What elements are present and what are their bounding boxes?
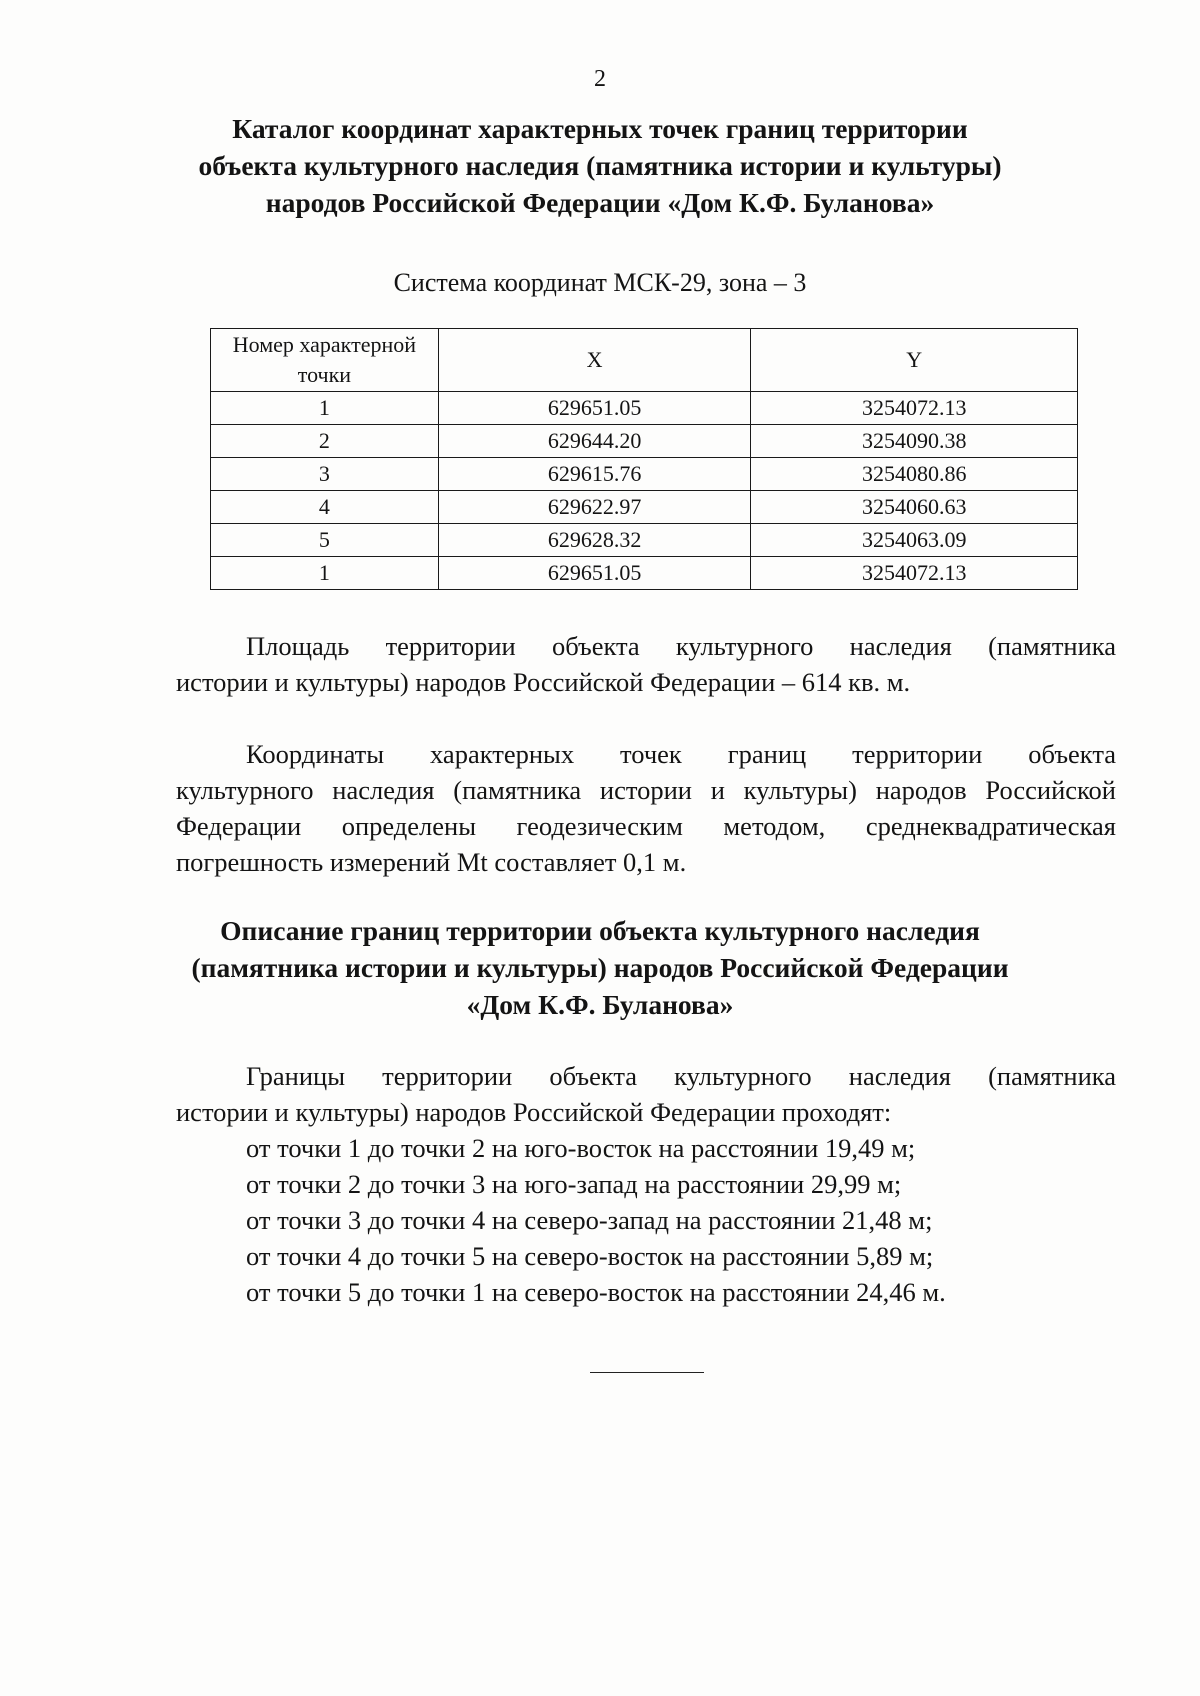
area-paragraph <box>176 628 1116 700</box>
title-line: Каталог координат характерных точек границ территории <box>232 113 968 144</box>
coordinates-accuracy-paragraph <box>176 736 1116 880</box>
paragraph-line: истории и культуры) народов Российской Федерации проходят: <box>176 1097 892 1127</box>
boundary-segment: от точки 2 до точки 3 на юго-запад на расстоянии 29,99 м; <box>246 1169 902 1199</box>
table-row <box>211 458 1078 491</box>
boundary-segment: от точки 5 до точки 1 на северо-восток на расстоянии 24,46 м. <box>246 1277 946 1307</box>
header-x: X <box>438 329 751 392</box>
cell-point: 5 <box>211 524 439 557</box>
table-header-row <box>211 329 1078 392</box>
document-title <box>130 110 1070 221</box>
cell-y: 3254060.63 <box>751 491 1078 524</box>
boundary-segment: от точки 4 до точки 5 на северо-восток на расстоянии 5,89 м; <box>246 1241 934 1271</box>
paragraph-line: погрешность измерений Mt составляет 0,1 м. <box>176 847 687 877</box>
paragraph-line: Координаты характерных точек границ территории объекта <box>246 739 1116 769</box>
end-divider <box>590 1372 704 1373</box>
cell-x: 629651.05 <box>438 557 751 590</box>
cell-point: 2 <box>211 425 439 458</box>
cell-point: 1 <box>211 557 439 590</box>
cell-y: 3254090.38 <box>751 425 1078 458</box>
paragraph-line: Федерации определены геодезическим методом, среднеквадратическая <box>176 811 1116 841</box>
cell-x: 629644.20 <box>438 425 751 458</box>
cell-x: 629615.76 <box>438 458 751 491</box>
cell-x: 629651.05 <box>438 392 751 425</box>
title-line: «Дом К.Ф. Буланова» <box>466 989 734 1020</box>
coordinates-table <box>210 328 1078 590</box>
cell-x: 629622.97 <box>438 491 751 524</box>
table-row <box>211 557 1078 590</box>
cell-y: 3254072.13 <box>751 392 1078 425</box>
cell-point: 1 <box>211 392 439 425</box>
title-line: Описание границ территории объекта культурного наследия <box>220 915 980 946</box>
cell-y: 3254072.13 <box>751 557 1078 590</box>
title-line: народов Российской Федерации «Дом К.Ф. Буланова» <box>265 187 935 218</box>
header-y: Y <box>751 329 1078 392</box>
boundary-description-title <box>130 912 1070 1023</box>
paragraph-line: истории и культуры) народов Российской Федерации – 614 кв. м. <box>176 667 911 697</box>
header-point-number: Номер характерной точки <box>211 329 439 392</box>
page-number: 2 <box>594 66 606 92</box>
paragraph-line: Площадь территории объекта культурного наследия (памятника <box>246 631 1116 661</box>
table-row <box>211 524 1078 557</box>
cell-y: 3254063.09 <box>751 524 1078 557</box>
boundary-segment: от точки 3 до точки 4 на северо-запад на расстоянии 21,48 м; <box>246 1205 933 1235</box>
cell-y: 3254080.86 <box>751 458 1078 491</box>
table-row <box>211 392 1078 425</box>
table-row <box>211 491 1078 524</box>
coordinate-system-label: Система координат МСК-29, зона – 3 <box>393 268 807 297</box>
cell-x: 629628.32 <box>438 524 751 557</box>
cell-point: 3 <box>211 458 439 491</box>
paragraph-line: Границы территории объекта культурного наследия (памятника <box>246 1061 1116 1091</box>
cell-point: 4 <box>211 491 439 524</box>
paragraph-line: культурного наследия (памятника истории и культуры) народов Российской <box>176 775 1116 805</box>
boundary-segment: от точки 1 до точки 2 на юго-восток на расстоянии 19,49 м; <box>246 1133 916 1163</box>
table-row <box>211 425 1078 458</box>
boundary-paragraph <box>176 1058 1116 1310</box>
title-line: (памятника истории и культуры) народов Российской Федерации <box>191 952 1009 983</box>
title-line: объекта культурного наследия (памятника истории и культуры) <box>198 150 1002 181</box>
